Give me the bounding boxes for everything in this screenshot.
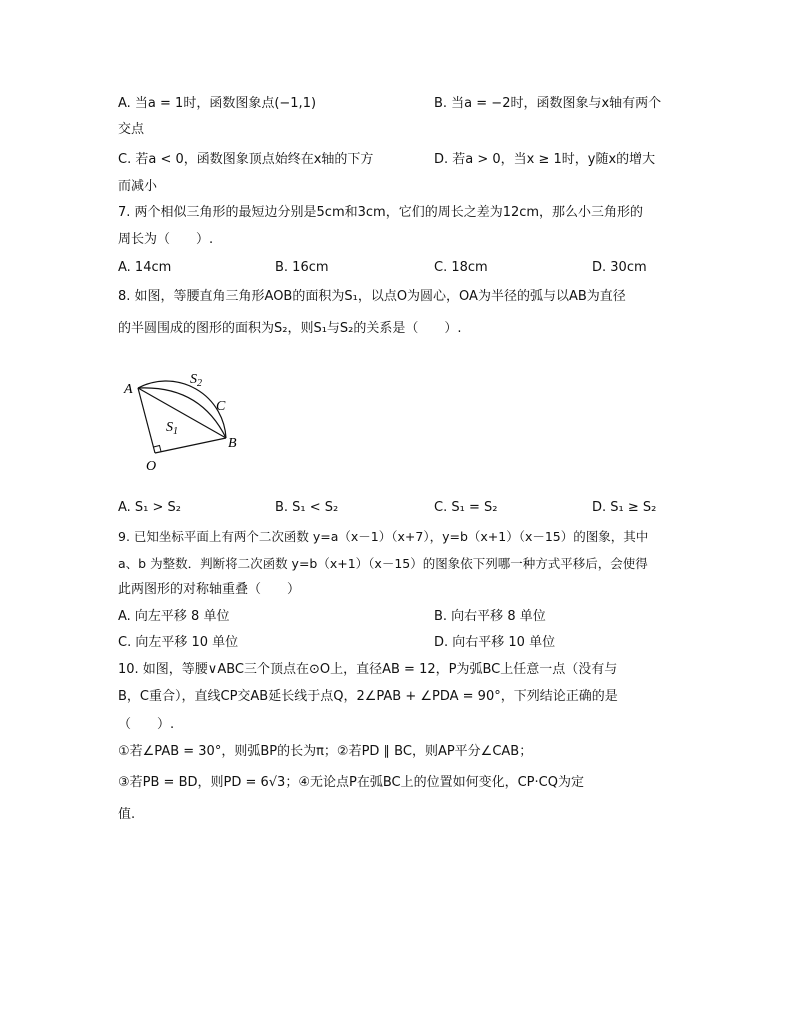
q8-segment-ob (155, 438, 226, 453)
q8-option-c: C. S₁ = S₂ (434, 500, 498, 515)
q8-label-s2-letter: S (190, 372, 197, 387)
q8-label-s2-subscript: 2 (197, 378, 202, 389)
q6-option-b: B. 当a = −2时，函数图象与x轴有两个 (434, 96, 662, 111)
q6-option-a: A. 当a = 1时，函数图象点(−1,1) (118, 96, 317, 111)
q8-stem-line2: 的半圆围成的图形的面积为S₂，则S₁与S₂的关系是（ ）. (118, 321, 462, 336)
q7-option-d: D. 30cm (592, 260, 647, 275)
q6-option-b-continued: 交点 (118, 122, 145, 137)
q10-stem-line5: ③若PB = BD，则PD = 6√3；④无论点P在弧BC上的位置如何变化，CP·CQ为定 (118, 775, 584, 790)
q8-label-a: A (124, 382, 133, 397)
q8-figure (118, 355, 248, 480)
q8-label-b: B (228, 436, 237, 451)
q8-segment-ab (138, 388, 226, 438)
q7-option-b: B. 16cm (275, 260, 329, 275)
q10-stem-line4: ①若∠PAB = 30°，则弧BP的长为π；②若PD ∥ BC，则AP平分∠CAB； (118, 744, 533, 759)
q8-arc-semicircle (138, 381, 226, 438)
q9-stem-line2: a、b 为整数．判断将二次函数 y=b（x+1）（x－15）的图象依下列哪一种方式平移后，会使得 (118, 556, 648, 571)
q8-stem-line1: 8. 如图，等腰直角三角形AOB的面积为S₁，以点O为圆心，OA为半径的弧与以AB为直径 (118, 289, 626, 304)
q8-label-s2 (190, 372, 202, 389)
q10-stem-line1: 10. 如图，等腰∨ABC三个顶点在⊙O上，直径AB = 12，P为弧BC上任意一点（没有与 (118, 662, 618, 677)
q9-option-c: C. 向左平移 10 单位 (118, 635, 239, 650)
q8-label-c: C (216, 399, 226, 414)
q9-stem-line3: 此两图形的对称轴重叠（ ） (118, 582, 301, 597)
q9-option-d: D. 向右平移 10 单位 (434, 635, 556, 650)
q8-option-b: B. S₁ < S₂ (275, 500, 339, 515)
q8-label-s1-subscript: 1 (173, 426, 178, 437)
q9-option-a: A. 向左平移 8 单位 (118, 609, 230, 624)
q10-stem-line6: 值. (118, 807, 136, 822)
q8-label-s1 (166, 420, 178, 437)
q6-option-d-continued: 而减小 (118, 179, 158, 194)
q7-stem-line2: 周长为（ ）. (118, 232, 214, 247)
q9-stem-line1: 9. 已知坐标平面上有两个二次函数 y=a（x－1）（x+7），y=b（x+1）（x－15）的图象，其中 (118, 529, 649, 544)
q8-label-s1-letter: S (166, 420, 173, 435)
q8-label-o: O (146, 459, 157, 474)
q10-stem-line2: B，C重合），直线CP交AB延长线于点Q，2∠PAB + ∠PDA = 90°，下列结论正确的是 (118, 689, 618, 704)
q6-option-c: C. 若a < 0，函数图象顶点始终在x轴的下方 (118, 152, 374, 167)
q8-option-a: A. S₁ > S₂ (118, 500, 182, 515)
q7-stem-line1: 7. 两个相似三角形的最短边分别是5cm和3cm，它们的周长之差为12cm，那么小三角形的 (118, 205, 644, 220)
q10-stem-line3: （ ）. (118, 717, 175, 732)
q8-segment-ao (138, 388, 155, 453)
q7-option-a: A. 14cm (118, 260, 172, 275)
q7-option-c: C. 18cm (434, 260, 488, 275)
q6-option-d: D. 若a > 0，当x ≥ 1时，y随x的增大 (434, 152, 656, 167)
q9-option-b: B. 向右平移 8 单位 (434, 609, 546, 624)
q8-option-d: D. S₁ ≥ S₂ (592, 500, 657, 515)
